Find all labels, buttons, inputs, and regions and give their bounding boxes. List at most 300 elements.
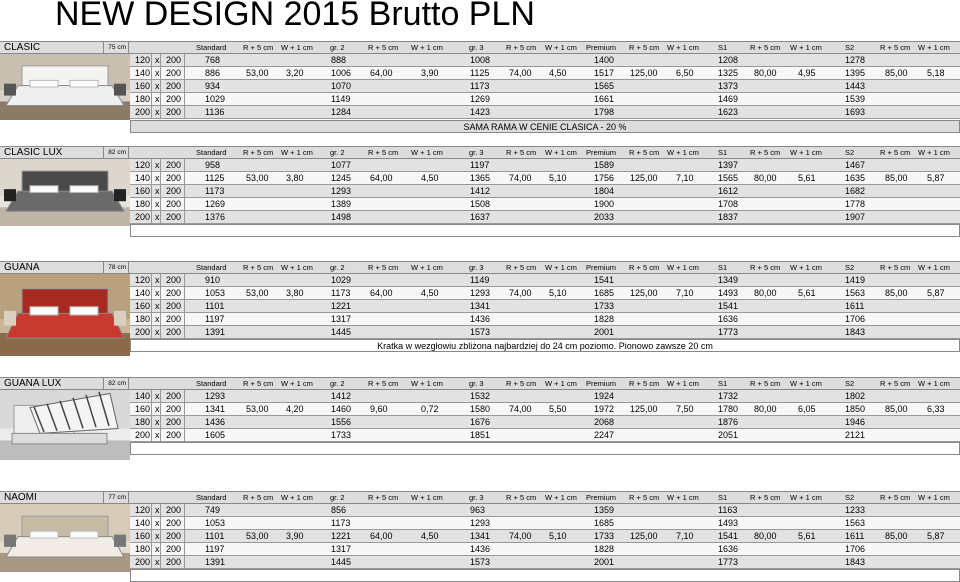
price-value: 1436 — [470, 544, 491, 554]
cell-divider — [160, 80, 161, 93]
cell-divider — [160, 185, 161, 198]
column-header: R + 5 cm — [880, 493, 911, 502]
cell-divider — [160, 198, 161, 211]
size-width: 180 — [135, 199, 151, 209]
price-value: 2051 — [718, 430, 739, 440]
price-value: 1563 — [845, 518, 866, 528]
price-value: 74,00 — [509, 288, 532, 298]
price-value: 1611 — [845, 531, 865, 541]
price-value: 1589 — [594, 160, 615, 170]
price-value: 1900 — [594, 199, 615, 209]
column-header: W + 1 cm — [545, 493, 577, 502]
column-header: R + 5 cm — [629, 148, 660, 157]
cell-divider — [151, 93, 152, 106]
price-value: 1635 — [845, 173, 866, 183]
price-row — [130, 172, 960, 185]
size-width: 120 — [135, 160, 151, 170]
column-header: S1 — [718, 379, 728, 388]
price-value: 1573 — [470, 557, 491, 567]
price-value: 1541 — [718, 301, 739, 311]
price-value: 1924 — [594, 391, 615, 401]
cell-divider — [184, 172, 185, 185]
price-row — [130, 313, 960, 326]
price-value: 80,00 — [754, 531, 777, 541]
price-value: 1508 — [470, 199, 491, 209]
price-value: 7,10 — [676, 288, 694, 298]
price-value: 1443 — [845, 81, 866, 91]
column-header: S2 — [845, 43, 855, 52]
cell-divider — [151, 416, 152, 429]
price-value: 1053 — [205, 288, 226, 298]
price-value: 1517 — [594, 68, 615, 78]
price-value: 125,00 — [630, 404, 658, 414]
column-header: R + 5 cm — [880, 148, 911, 157]
size-width: 140 — [135, 518, 151, 528]
column-header: R + 5 cm — [629, 379, 660, 388]
price-value: 1685 — [594, 288, 615, 298]
column-header: S2 — [845, 379, 855, 388]
price-value: 1006 — [331, 68, 352, 78]
cell-divider — [184, 80, 185, 93]
price-value: 888 — [331, 55, 347, 65]
cell-divider — [160, 504, 161, 517]
price-value: 7,50 — [676, 404, 694, 414]
size-length: 200 — [166, 327, 182, 337]
cell-divider — [151, 67, 152, 80]
price-value: 1293 — [205, 391, 226, 401]
cell-divider — [160, 326, 161, 339]
price-value: 1850 — [845, 404, 866, 414]
price-value: 1493 — [718, 288, 739, 298]
cell-divider — [184, 159, 185, 172]
column-header: gr. 3 — [469, 493, 484, 502]
price-row — [130, 403, 960, 416]
price-value: 1173 — [331, 518, 351, 528]
cell-divider — [184, 287, 185, 300]
size-x: x — [155, 301, 160, 311]
column-header: gr. 2 — [330, 379, 345, 388]
size-x: x — [155, 288, 160, 298]
column-header: gr. 2 — [330, 43, 345, 52]
price-value: 2121 — [845, 430, 866, 440]
model-photo — [0, 274, 130, 356]
column-header: R + 5 cm — [368, 379, 399, 388]
price-value: 1732 — [718, 391, 739, 401]
price-row — [130, 185, 960, 198]
column-header: W + 1 cm — [667, 493, 699, 502]
size-width: 140 — [135, 68, 151, 78]
column-header: S1 — [718, 148, 728, 157]
cell-divider — [184, 504, 185, 517]
price-row — [130, 80, 960, 93]
price-value: 1436 — [470, 314, 491, 324]
price-value: 125,00 — [630, 68, 658, 78]
size-x: x — [155, 81, 160, 91]
size-width: 120 — [135, 505, 151, 515]
price-value: 5,10 — [549, 173, 567, 183]
price-row — [130, 211, 960, 224]
cell-divider — [184, 106, 185, 119]
price-value: 7,10 — [676, 531, 694, 541]
column-header: gr. 2 — [330, 493, 345, 502]
price-value: 1798 — [594, 107, 615, 117]
price-value: 1125 — [205, 173, 225, 183]
size-width: 180 — [135, 417, 151, 427]
price-value: 53,00 — [246, 288, 269, 298]
price-value: 125,00 — [630, 531, 658, 541]
price-value: 53,00 — [246, 173, 269, 183]
price-value: 1101 — [205, 301, 225, 311]
price-value: 1851 — [470, 430, 491, 440]
price-value: 5,87 — [927, 531, 945, 541]
price-value: 1376 — [205, 212, 226, 222]
model-name: GUANA LUX — [0, 378, 104, 389]
cell-divider — [184, 403, 185, 416]
size-width: 180 — [135, 94, 151, 104]
cell-divider — [151, 429, 152, 442]
column-header: gr. 2 — [330, 148, 345, 157]
size-x: x — [155, 531, 160, 541]
column-header: Premium — [586, 493, 617, 502]
cell-divider — [151, 326, 152, 339]
price-value: 1706 — [845, 314, 866, 324]
price-value: 74,00 — [509, 68, 532, 78]
price-value: 1397 — [718, 160, 739, 170]
size-x: x — [155, 94, 160, 104]
price-value: 1733 — [594, 531, 615, 541]
cell-divider — [184, 530, 185, 543]
column-header: R + 5 cm — [880, 379, 911, 388]
price-value: 1541 — [594, 275, 615, 285]
price-value: 1563 — [845, 288, 866, 298]
price-value: 1778 — [845, 199, 866, 209]
size-length: 200 — [166, 505, 182, 515]
cell-divider — [151, 274, 152, 287]
cell-divider — [160, 543, 161, 556]
column-header: W + 1 cm — [411, 148, 443, 157]
cell-divider — [160, 403, 161, 416]
cell-divider — [184, 274, 185, 287]
price-value: 1077 — [331, 160, 352, 170]
size-width: 160 — [135, 186, 151, 196]
price-value: 3,80 — [286, 173, 304, 183]
price-value: 1573 — [470, 327, 491, 337]
column-header: R + 5 cm — [243, 379, 274, 388]
column-header: W + 1 cm — [545, 379, 577, 388]
column-header: R + 5 cm — [243, 43, 274, 52]
cell-divider — [184, 93, 185, 106]
column-header: Premium — [586, 263, 617, 272]
price-value: 1946 — [845, 417, 866, 427]
price-value: 1149 — [331, 94, 351, 104]
price-value: 1876 — [718, 417, 739, 427]
price-value: 1636 — [718, 314, 739, 324]
size-x: x — [155, 544, 160, 554]
size-length: 200 — [166, 275, 182, 285]
price-value: 4,50 — [421, 531, 439, 541]
section-note: Kratka w wezgłowiu zbliżona najbardziej do 24 cm poziomo. Pionowo zawsze 20 cm — [130, 339, 960, 352]
column-header: R + 5 cm — [750, 43, 781, 52]
price-row — [130, 416, 960, 429]
size-length: 200 — [166, 288, 182, 298]
cell-divider — [160, 159, 161, 172]
price-value: 1565 — [594, 81, 615, 91]
size-length: 200 — [166, 107, 182, 117]
column-header: R + 5 cm — [750, 263, 781, 272]
price-value: 1843 — [845, 557, 866, 567]
price-row — [130, 54, 960, 67]
column-header: S1 — [718, 43, 728, 52]
price-value: 53,00 — [246, 531, 269, 541]
column-header: W + 1 cm — [411, 43, 443, 52]
cell-divider — [160, 106, 161, 119]
price-value: 3,20 — [286, 68, 304, 78]
size-length: 200 — [166, 417, 182, 427]
cell-divider — [160, 172, 161, 185]
size-width: 200 — [135, 107, 151, 117]
price-value: 5,18 — [927, 68, 945, 78]
section-note — [130, 224, 960, 237]
price-value: 1637 — [470, 212, 491, 222]
price-value: 1412 — [470, 186, 491, 196]
price-row — [130, 106, 960, 119]
price-value: 1163 — [718, 505, 738, 515]
price-value: 1565 — [718, 173, 739, 183]
cell-divider — [160, 93, 161, 106]
size-length: 200 — [166, 301, 182, 311]
price-value: 125,00 — [630, 288, 658, 298]
column-header: Premium — [586, 43, 617, 52]
price-row — [130, 300, 960, 313]
cell-divider — [151, 390, 152, 403]
price-value: 856 — [331, 505, 347, 515]
size-length: 200 — [166, 173, 182, 183]
price-value: 1221 — [331, 531, 352, 541]
price-value: 4,50 — [549, 68, 567, 78]
cell-divider — [151, 185, 152, 198]
price-value: 1395 — [845, 68, 866, 78]
size-width: 180 — [135, 314, 151, 324]
cell-divider — [184, 300, 185, 313]
price-value: 1293 — [331, 186, 352, 196]
price-value: 1436 — [205, 417, 226, 427]
price-value: 1804 — [594, 186, 615, 196]
cell-divider — [184, 313, 185, 326]
model-height: 75 cm — [104, 42, 129, 53]
size-width: 200 — [135, 430, 151, 440]
price-value: 5,87 — [927, 173, 945, 183]
column-header: W + 1 cm — [790, 493, 822, 502]
cell-divider — [151, 530, 152, 543]
model-name: GUANA — [0, 262, 104, 273]
price-value: 1359 — [594, 505, 615, 515]
price-value: 768 — [205, 55, 221, 65]
cell-divider — [151, 556, 152, 569]
price-value: 886 — [205, 68, 221, 78]
column-header: R + 5 cm — [750, 493, 781, 502]
price-value: 1070 — [331, 81, 352, 91]
price-row — [130, 517, 960, 530]
price-value: 80,00 — [754, 288, 777, 298]
price-value: 2247 — [594, 430, 615, 440]
column-header: gr. 2 — [330, 263, 345, 272]
price-row — [130, 198, 960, 211]
price-value: 1612 — [718, 186, 739, 196]
cell-divider — [184, 326, 185, 339]
model-height: 82 cm — [104, 378, 129, 389]
price-value: 53,00 — [246, 404, 269, 414]
column-header: R + 5 cm — [506, 148, 537, 157]
price-value: 1341 — [470, 301, 491, 311]
cell-divider — [184, 429, 185, 442]
column-header: R + 5 cm — [243, 148, 274, 157]
price-value: 1341 — [205, 404, 226, 414]
column-header: W + 1 cm — [545, 43, 577, 52]
size-x: x — [155, 404, 160, 414]
price-value: 1907 — [845, 212, 866, 222]
section-note: SAMA RAMA W CENIE CLASICA - 20 % — [130, 120, 960, 133]
column-header: Premium — [586, 379, 617, 388]
price-value: 1389 — [331, 199, 352, 209]
price-value: 1828 — [594, 314, 615, 324]
size-x: x — [155, 314, 160, 324]
price-value: 1173 — [205, 186, 225, 196]
cell-divider — [151, 287, 152, 300]
size-length: 200 — [166, 544, 182, 554]
price-value: 0,72 — [421, 404, 439, 414]
price-value: 5,61 — [798, 531, 816, 541]
price-value: 2001 — [594, 557, 615, 567]
price-value: 1125 — [470, 68, 490, 78]
price-value: 64,00 — [370, 288, 393, 298]
size-x: x — [155, 505, 160, 515]
price-value: 1325 — [718, 68, 739, 78]
cell-divider — [184, 556, 185, 569]
size-x: x — [155, 327, 160, 337]
price-value: 1661 — [594, 94, 615, 104]
column-header: S1 — [718, 493, 728, 502]
column-header: W + 1 cm — [918, 148, 950, 157]
column-header: R + 5 cm — [880, 263, 911, 272]
price-value: 2001 — [594, 327, 615, 337]
page-title: NEW DESIGN 2015 Brutto PLN — [55, 0, 535, 33]
size-x: x — [155, 557, 160, 567]
price-value: 1773 — [718, 557, 739, 567]
column-header: S2 — [845, 263, 855, 272]
size-width: 160 — [135, 531, 151, 541]
price-value: 1233 — [845, 505, 866, 515]
size-width: 160 — [135, 301, 151, 311]
price-value: 3,80 — [286, 288, 304, 298]
column-header: W + 1 cm — [667, 379, 699, 388]
price-value: 1269 — [205, 199, 226, 209]
column-header: R + 5 cm — [880, 43, 911, 52]
price-value: 934 — [205, 81, 221, 91]
column-header: W + 1 cm — [918, 493, 950, 502]
model-photo — [0, 159, 130, 226]
price-value: 3,90 — [286, 531, 304, 541]
size-width: 140 — [135, 173, 151, 183]
price-value: 1400 — [594, 55, 615, 65]
price-value: 64,00 — [370, 68, 393, 78]
price-value: 1467 — [845, 160, 866, 170]
price-value: 1733 — [594, 301, 615, 311]
size-x: x — [155, 107, 160, 117]
cell-divider — [151, 159, 152, 172]
price-value: 125,00 — [630, 173, 658, 183]
cell-divider — [151, 106, 152, 119]
price-value: 1423 — [470, 107, 491, 117]
column-header: S2 — [845, 493, 855, 502]
price-value: 1278 — [845, 55, 866, 65]
cell-divider — [160, 287, 161, 300]
cell-divider — [160, 416, 161, 429]
price-value: 1101 — [205, 531, 225, 541]
cell-divider — [151, 504, 152, 517]
price-value: 5,61 — [798, 288, 816, 298]
cell-divider — [184, 416, 185, 429]
size-x: x — [155, 417, 160, 427]
column-header: W + 1 cm — [667, 148, 699, 157]
column-header: Standard — [196, 263, 227, 272]
price-value: 1197 — [470, 160, 490, 170]
column-header: gr. 3 — [469, 148, 484, 157]
column-header: W + 1 cm — [667, 263, 699, 272]
column-header: S2 — [845, 148, 855, 157]
price-value: 1029 — [331, 275, 352, 285]
size-x: x — [155, 68, 160, 78]
price-value: 1197 — [205, 314, 225, 324]
size-length: 200 — [166, 186, 182, 196]
price-value: 1493 — [718, 518, 739, 528]
price-value: 1693 — [845, 107, 866, 117]
price-value: 1197 — [205, 544, 225, 554]
cell-divider — [151, 54, 152, 67]
price-value: 1136 — [205, 107, 225, 117]
price-value: 64,00 — [370, 531, 393, 541]
size-width: 160 — [135, 81, 151, 91]
column-header: Standard — [196, 379, 227, 388]
cell-divider — [160, 211, 161, 224]
price-value: 1208 — [718, 55, 739, 65]
price-value: 6,50 — [676, 68, 694, 78]
cell-divider — [151, 80, 152, 93]
size-length: 200 — [166, 314, 182, 324]
price-value: 910 — [205, 275, 221, 285]
column-header: W + 1 cm — [918, 379, 950, 388]
price-value: 80,00 — [754, 68, 777, 78]
size-length: 200 — [166, 391, 182, 401]
cell-divider — [160, 67, 161, 80]
size-width: 140 — [135, 288, 151, 298]
price-value: 958 — [205, 160, 221, 170]
price-value: 1498 — [331, 212, 352, 222]
price-value: 80,00 — [754, 173, 777, 183]
price-value: 1317 — [331, 314, 352, 324]
size-x: x — [155, 173, 160, 183]
size-width: 160 — [135, 404, 151, 414]
price-row — [130, 556, 960, 569]
column-header: Standard — [196, 43, 227, 52]
size-width: 200 — [135, 212, 151, 222]
price-value: 1676 — [470, 417, 491, 427]
price-value: 2033 — [594, 212, 615, 222]
cell-divider — [151, 172, 152, 185]
column-header: W + 1 cm — [918, 43, 950, 52]
size-length: 200 — [166, 557, 182, 567]
price-value: 1445 — [331, 327, 352, 337]
cell-divider — [151, 211, 152, 224]
